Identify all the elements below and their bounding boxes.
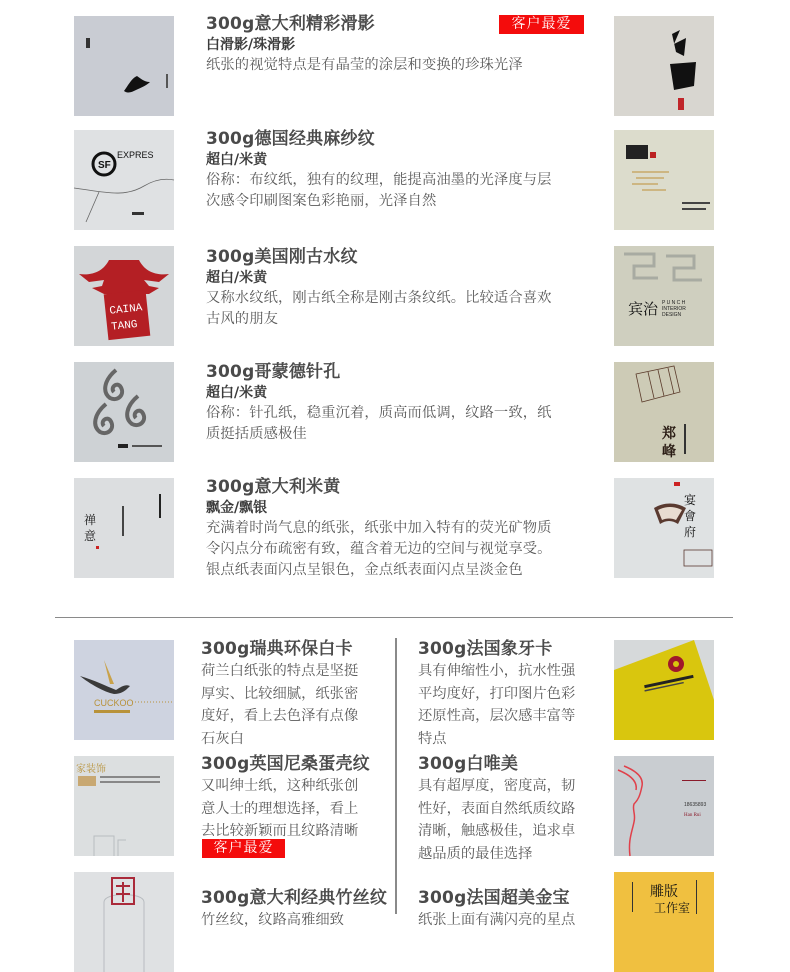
paper-sample-image — [74, 478, 174, 578]
paper-description: 具有伸缩性小，抗水性强 — [418, 663, 576, 679]
paper-item — [206, 13, 523, 76]
paper-sample-image — [614, 640, 714, 740]
paper-title: 300g法国超美金宝 — [418, 888, 570, 908]
paper-sample-image — [74, 246, 174, 346]
paper-title: 300g意大利精彩滑影 — [206, 14, 375, 34]
red-profile-logo-icon — [614, 756, 714, 856]
red-seal-logo-icon — [74, 872, 174, 972]
paper-description: 质挺括质感极佳 — [206, 426, 307, 442]
paper-sample-image — [74, 130, 174, 230]
paper-description: 性好，表面自然纸质纹路 — [418, 800, 576, 817]
svg-text:峰: 峰 — [662, 444, 676, 460]
decoration-logo-icon — [74, 756, 174, 856]
paper-description: 越品质的最佳选择 — [418, 845, 533, 862]
section-divider — [55, 617, 733, 618]
svg-text:P U N C H: P U N C H — [662, 300, 686, 306]
paper-sample-image — [614, 756, 714, 856]
bird-logo-icon — [74, 16, 174, 116]
paper-item — [418, 887, 575, 932]
paper-description: 俗称：针孔纸，稳重沉着，质高而低调，纹路一致，纸 — [206, 405, 552, 421]
yellow-flower-logo-icon — [614, 640, 714, 740]
paper-subtitle: 飘金/飘银 — [206, 500, 268, 516]
paper-sample-image — [614, 246, 714, 346]
zheng-feng-logo-icon — [614, 362, 714, 462]
paper-title: 300g意大利经典竹丝纹 — [201, 888, 388, 908]
paper-item — [201, 887, 387, 932]
paper-description: 又称水纹纸，刚古纸全称是刚古条纹纸。比较适合喜欢 — [206, 290, 552, 306]
paper-description: 清晰，触感极佳，追求卓 — [418, 823, 576, 839]
paper-item — [418, 638, 575, 750]
svg-text:郑: 郑 — [662, 426, 676, 442]
paper-description: 特点 — [418, 730, 447, 747]
svg-text:EXPRES: EXPRES — [117, 150, 154, 160]
svg-text:宴: 宴 — [684, 493, 697, 507]
svg-text:INTERIOR: INTERIOR — [662, 306, 686, 312]
svg-text:18635893: 18635893 — [684, 802, 707, 808]
paper-title: 300g法国象牙卡 — [418, 639, 553, 659]
svg-text:雕版: 雕版 — [650, 884, 678, 900]
svg-text:家装饰: 家装饰 — [76, 764, 106, 775]
paper-subtitle: 白滑影/珠滑影 — [206, 37, 296, 53]
paper-title: 300g白唯美 — [418, 754, 519, 774]
paper-description: 银点纸表面闪点呈银色，金点纸表面闪点呈淡金色 — [206, 562, 523, 578]
paper-title: 300g意大利米黄 — [206, 477, 341, 497]
paper-sample-image — [614, 16, 714, 116]
favorite-badge: 客户最爱 — [499, 15, 584, 34]
china-tang-logo-icon — [74, 246, 174, 346]
paper-description: 荷兰白纸张的特点是坚挺 — [201, 663, 359, 679]
paper-description: 度好，看上去色泽有点像 — [201, 708, 359, 724]
svg-text:CUCKOO: CUCKOO — [94, 698, 134, 708]
paper-description: 具有超厚度，密度高，韧 — [418, 778, 576, 794]
paper-sample-image — [74, 640, 174, 740]
paper-description: 还原性高，层次感丰富等 — [418, 708, 576, 724]
paper-description: 意人士的理想选择，看上 — [201, 800, 359, 817]
paper-sample-image — [74, 872, 174, 972]
paper-description: 又叫绅士纸，这种纸张创 — [201, 778, 359, 794]
svg-text:Han Rui: Han Rui — [684, 813, 701, 818]
paper-description: 石灰白 — [201, 730, 244, 747]
svg-text:禅: 禅 — [84, 513, 97, 527]
paper-sample-image — [74, 756, 174, 856]
favorite-badge: 客户最爱 — [202, 839, 285, 858]
paper-title: 300g英国尼桑蛋壳纹 — [201, 754, 370, 774]
svg-text:工作室: 工作室 — [654, 901, 691, 915]
paper-item — [206, 128, 552, 212]
paper-description: 俗称：布纹纸，独有的纹理，能提高油墨的光泽度与层 — [206, 172, 552, 188]
paper-title: 300g哥蒙德针孔 — [206, 362, 341, 382]
fan-logo-icon — [614, 478, 714, 578]
paper-sample-image — [74, 16, 174, 116]
svg-text:SF: SF — [98, 160, 111, 171]
paper-description: 厚实、比较细腻，纸张密 — [201, 685, 359, 702]
paper-title: 300g德国经典麻纱纹 — [206, 129, 375, 149]
paper-description: 令闪点分布疏密有致，蕴含着无边的空间与视觉享受。 — [206, 541, 552, 557]
paper-description: 次感令印刷图案色彩艳丽，光泽自然 — [206, 193, 437, 209]
paper-description: 纸张的视觉特点是有晶莹的涂层和变换的珍珠光泽 — [206, 57, 523, 73]
paper-sample-image — [614, 478, 714, 578]
svg-text:CAINA: CAINA — [108, 302, 144, 318]
swirl-drops-logo-icon — [74, 362, 174, 462]
paper-sample-image — [614, 130, 714, 230]
vertical-text-card-icon — [74, 478, 174, 578]
paper-subtitle: 超白/米黄 — [206, 152, 268, 168]
paper-item — [418, 753, 575, 865]
svg-text:會: 會 — [684, 509, 697, 523]
paper-sample-image — [74, 362, 174, 462]
paper-item — [206, 361, 552, 445]
sf-express-logo-icon — [74, 130, 174, 230]
paper-description: 去比较新颖而且纹路清晰 — [201, 823, 359, 839]
svg-text:意: 意 — [84, 529, 97, 543]
svg-text:DESIGN: DESIGN — [662, 312, 682, 318]
paper-sample-image — [614, 362, 714, 462]
cuckoo-logo-icon — [74, 640, 174, 740]
paper-item — [206, 476, 552, 581]
paper-item — [206, 246, 552, 330]
paper-description: 充满着时尚气息的纸张，纸张中加入特有的荧光矿物质 — [206, 520, 552, 536]
paper-title: 300g美国刚古水纹 — [206, 247, 358, 267]
paper-title: 300g瑞典环保白卡 — [201, 639, 353, 659]
paper-description: 纸张上面有满闪亮的星点 — [418, 912, 576, 928]
column-divider — [395, 638, 397, 914]
paper-description: 竹丝纹，纹路高雅细致 — [201, 912, 344, 928]
paper-subtitle: 超白/米黄 — [206, 270, 268, 286]
paper-description: 平均度好，打印图片色彩 — [418, 685, 576, 702]
paper-sample-image — [614, 872, 714, 972]
carving-studio-logo-icon — [614, 872, 714, 972]
paper-subtitle: 超白/米黄 — [206, 385, 268, 401]
punch-interior-logo-icon — [614, 246, 714, 346]
paper-description: 古风的朋友 — [206, 311, 278, 327]
calligraphy-logo-icon — [614, 16, 714, 116]
paper-item — [201, 638, 358, 750]
svg-text:府: 府 — [684, 525, 697, 539]
paper-item — [201, 753, 370, 843]
svg-text:TANG: TANG — [110, 318, 139, 334]
cloud-logo-icon — [614, 130, 714, 230]
svg-text:宾治: 宾治 — [628, 300, 659, 318]
